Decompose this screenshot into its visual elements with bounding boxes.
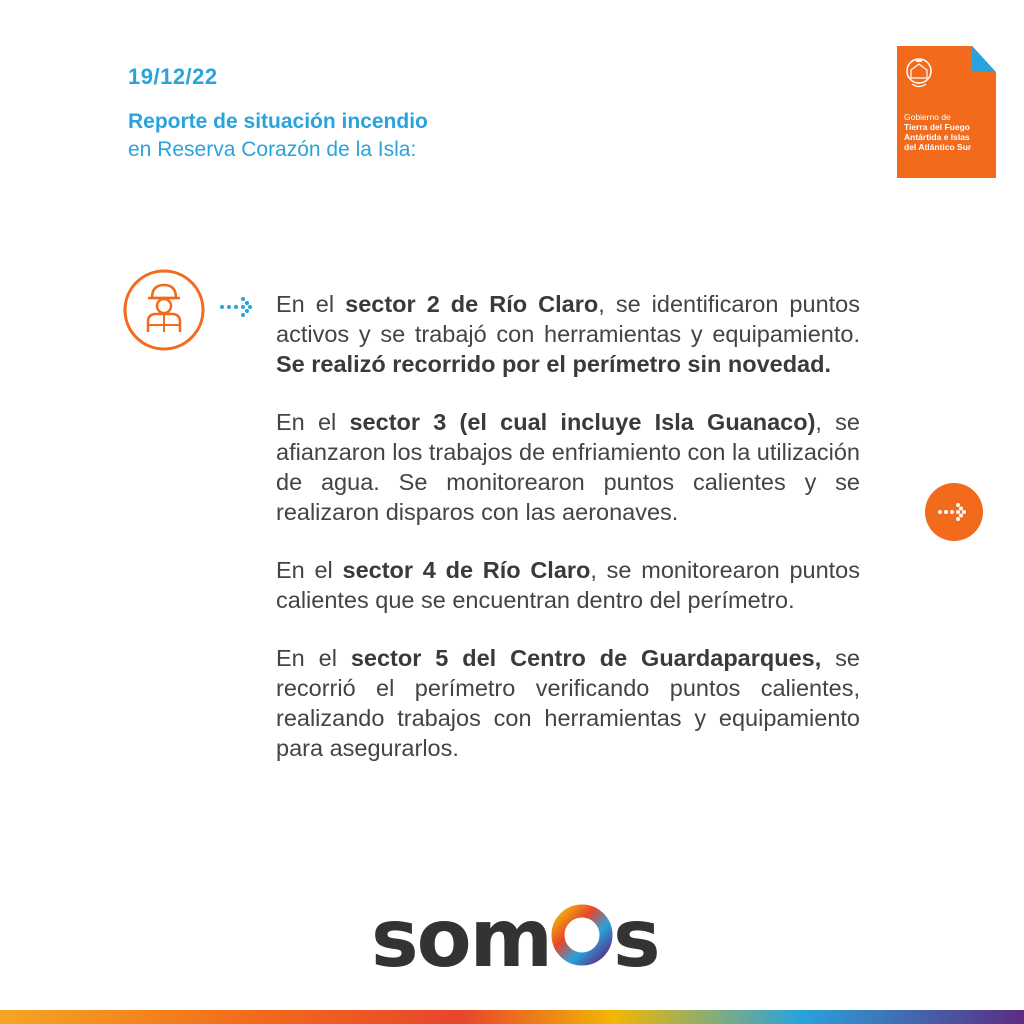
p4-bold-a: sector 5 del Centro de Guardaparques, [350,645,822,671]
brand-text-start: som [371,892,551,985]
logo-line1: Gobierno de [904,112,951,122]
p2-text-b: , se afianzaron los trabajos de enfriamiento con la utilización de agua. Se monitorearon puntos calientes y se realizaron disparos con las aeronaves. [276,409,860,525]
p1-bold-b: Se realizó recorrido por el perímetro sin novedad. [276,351,832,377]
report-date: 19/12/22 [128,64,218,89]
logo-line3: Antártida e Islas [904,132,970,142]
logo-text [904,112,971,152]
p2-bold-a: sector 3 (el cual incluye Isla Guanaco) [349,409,816,435]
logo-fold [972,46,996,72]
dotted-arrow-icon [219,292,255,322]
p1-text-a: En el [276,291,346,317]
somos-brand [371,892,659,985]
paragraph-sector-4 [276,555,860,615]
p4-text-a: En el [276,645,351,671]
paragraph-sector-5 [276,643,860,763]
paragraph-sector-2 [276,289,860,379]
logo-line4: del Atlántico Sur [904,142,972,152]
bottom-color-stripe [0,1010,1024,1024]
p3-text-b: , se monitorearon puntos calientes que se encuentran dentro del perímetro. [276,557,860,613]
p3-text-a: En el [276,557,343,583]
p3-bold-a: sector 4 de Río Claro [342,557,591,583]
firefighter-icon [122,268,206,352]
next-arrow-icon[interactable] [924,482,984,542]
p2-text-a: En el [276,409,350,435]
seal-icon [904,56,934,90]
report-content [276,289,860,791]
p4-text-b: se recorrió el perímetro verificando puntos calientes, realizando trabajos con herramientas y equipamiento para asegurarlos. [276,645,861,761]
paragraph-sector-3 [276,407,860,527]
p1-text-b: , se identificaron puntos activos y se trabajó con herramientas y equipamiento. [276,291,860,347]
report-subtitle: en Reserva Corazón de la Isla: [128,138,417,161]
p1-bold-a: sector 2 de Río Claro [345,291,599,317]
report-title: Reporte de situación incendio [128,110,428,133]
brand-text-end: s [612,892,659,985]
logo-line2: Tierra del Fuego [904,122,970,132]
colorful-o-icon [551,904,613,966]
